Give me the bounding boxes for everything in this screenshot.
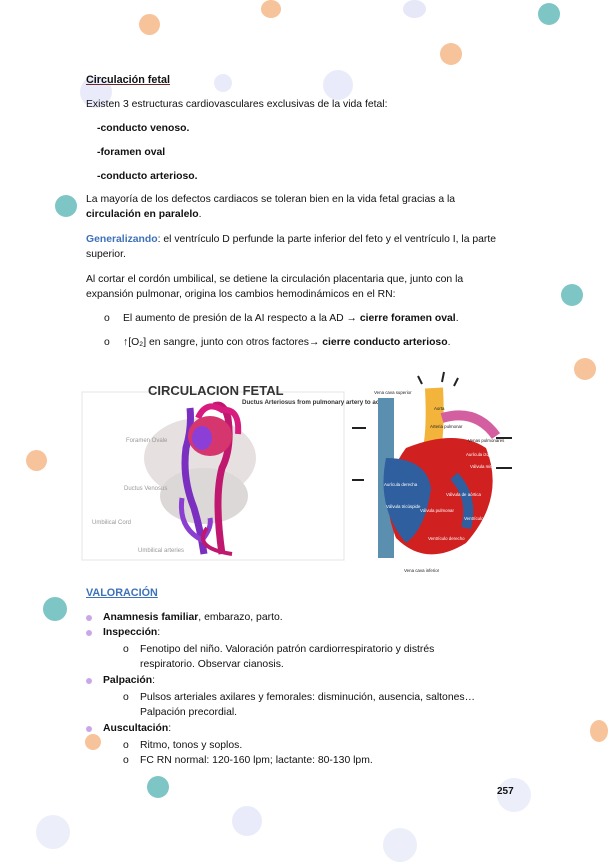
valoracion-title: VALORACIÓN: [86, 587, 158, 599]
decor-dot: [139, 14, 160, 35]
bullet-dot-icon: [86, 726, 92, 732]
figure1-label: Ductus Venosus: [124, 486, 168, 492]
circle-bullet-icon: o: [123, 692, 129, 703]
structure-item: -conducto arterioso.: [97, 171, 198, 182]
item-label: Palpación: [103, 675, 153, 686]
fetal-circulation-figure: [82, 378, 388, 560]
figure2-label: Aurícula izquierda: [466, 452, 502, 457]
parallel-bold: circulación en paralelo: [86, 209, 199, 220]
bullet-dot-icon: [86, 630, 92, 636]
item-label: Auscultación: [103, 723, 169, 734]
figure1-label: Umbilical Cord: [92, 520, 132, 526]
figure2-label: Ventrículo izquierdo: [464, 516, 503, 521]
item-label: Inspección: [103, 627, 158, 638]
aorta-shape: [432, 388, 435, 448]
intro-text: Existen 3 estructuras cardiovasculares exclusivas de la vida fetal:: [86, 99, 388, 110]
flow-arrows-top: [418, 372, 458, 386]
sub-item: [86, 738, 506, 753]
figure1-label: Foramen Ovale: [126, 438, 168, 444]
parallel-text: [86, 192, 506, 222]
parallel-end: .: [198, 209, 202, 220]
valoracion-section: [86, 586, 506, 766]
figure2-label: Aurícula derecha: [384, 482, 418, 487]
section-title: Circulación fetal: [86, 74, 170, 86]
change-bold: cierre foramen oval: [359, 313, 456, 324]
figure2-label: Válvula mitral: [470, 464, 497, 469]
generalizing-label: Generalizando: [86, 234, 158, 245]
item-rest: :: [157, 627, 161, 638]
decor-dot: [561, 284, 583, 306]
item-label: Anamnesis familiar: [103, 612, 199, 623]
decor-dot: [43, 597, 67, 621]
circle-bullet-icon: o: [123, 755, 129, 766]
decor-dot: [147, 776, 169, 798]
decor-dot: [323, 70, 353, 100]
decor-dot: [36, 815, 70, 849]
change-text: El aumento de presión de la AI respecto a la AD →: [123, 313, 360, 324]
change-item: [86, 335, 506, 350]
heart-anatomy-figure: [346, 368, 516, 578]
generalizing-body: : el ventrículo D perfunde la parte inferior del feto y el ventrículo I, la parte superior.: [86, 234, 497, 260]
figure2-label: Válvula pulmonar: [420, 508, 454, 513]
bullet-dot-icon: [86, 678, 92, 684]
decor-dot: [440, 43, 462, 65]
decor-dot: [26, 450, 47, 471]
decor-dot: [538, 3, 560, 25]
valoracion-item: [86, 625, 506, 672]
liver-shape: [160, 468, 248, 524]
figure2-label: Válvula tricúspide: [386, 504, 421, 509]
decor-dot: [55, 195, 77, 217]
heart-right-shape: [192, 426, 212, 450]
figure1-label: Ductus Arteriosus from pulmonary artery to aorta: [242, 399, 388, 406]
circle-bullet-icon: o: [104, 337, 110, 348]
generalizing-text: [86, 232, 506, 262]
change-end: .: [447, 337, 451, 348]
sub-item: [86, 753, 506, 768]
circle-bullet-icon: o: [123, 644, 129, 655]
figure2-label: Ventrículo derecho: [428, 536, 465, 541]
cord-text: Al cortar el cordón umbilical, se detiene la circulación placentaria que, junto con la expansión pulmonar, origina los cambios hemodinámicos en el RN:: [86, 274, 464, 300]
page-number: 257: [497, 786, 514, 797]
item-rest: :: [152, 675, 155, 686]
structure-item: -conducto venoso.: [97, 123, 190, 134]
decor-dot: [403, 0, 426, 18]
sub-text: FC RN normal: 120-160 lpm; lactante: 80-130 lpm.: [140, 755, 373, 766]
figure2-label: Vena cava inferior: [404, 568, 440, 573]
decor-dot: [574, 358, 596, 380]
sub-text: Ritmo, tonos y soplos.: [140, 740, 243, 751]
decor-dot: [590, 720, 608, 742]
change-bold: cierre conducto arterioso: [322, 337, 448, 348]
valoracion-item: [86, 721, 506, 768]
figure2-label: Aorta: [434, 406, 445, 411]
circle-bullet-icon: o: [104, 313, 110, 324]
parallel-lead: La mayoría de los defectos cardiacos se toleran bien en la vida fetal gracias a la: [86, 194, 456, 205]
valoracion-item: [86, 673, 506, 720]
item-rest: , embarazo, parto.: [198, 612, 283, 623]
sub-item: [86, 642, 506, 672]
structure-item: -foramen oval: [97, 147, 166, 158]
sub-text: Pulsos arteriales axilares y femorales: disminución, ausencia, saltones… Palpación precordial.: [140, 692, 475, 718]
decor-dot: [383, 828, 417, 862]
item-rest: :: [168, 723, 172, 734]
change-text: ↑[O₂] en sangre, junto con otros factores→: [123, 337, 323, 348]
figure2-label: Venas pulmonares: [468, 438, 505, 443]
change-end: .: [455, 313, 459, 324]
sub-text: Fenotipo del niño. Valoración patrón cardiorrespiratorio y distrés respiratorio. Observar cianosis.: [140, 644, 435, 670]
decor-dot: [261, 0, 281, 18]
valoracion-item: [86, 610, 506, 625]
figure2-label: Vena cava superior: [374, 390, 412, 395]
figure1-title: CIRCULACION FETAL: [148, 383, 284, 398]
bullet-dot-icon: [86, 615, 92, 621]
change-item: [86, 311, 506, 326]
decor-dot: [232, 806, 262, 836]
sub-item: [86, 690, 506, 720]
decor-dot: [214, 74, 232, 92]
figure2-label: Válvula de aórtica: [446, 492, 481, 497]
figure1-label: Umbilical arteries: [138, 548, 185, 554]
circle-bullet-icon: o: [123, 740, 129, 751]
figure2-label: Arteria pulmonar: [430, 424, 463, 429]
